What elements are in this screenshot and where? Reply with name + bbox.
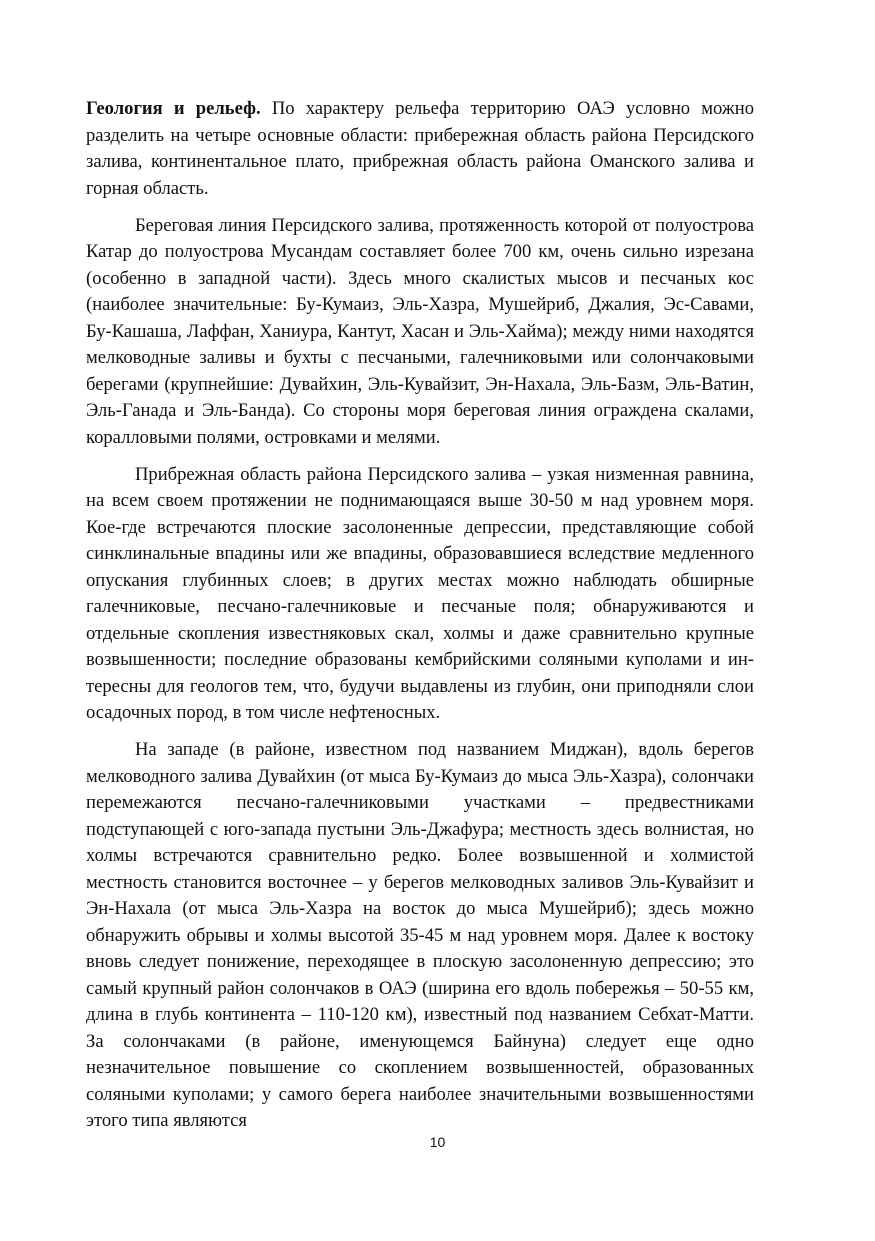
page-number: 10: [429, 1134, 446, 1150]
paragraph-geology-intro: [86, 96, 754, 202]
paragraph-coastline: Береговая линия Персидского залива, протяженность которой от полуострова Катар до полуострова Мусандам составляет более 700 км, очень сильно изрезана (особенно в западной части). Здесь много скалистых мысов и песчаных кос (наиболее значительные: Бу-Кумаиз, Эль-Хазра, Мушейриб, Джалия, Эс-Савами, Бу-Кашаша, Лаффан, Ханиура, Кантут, Хасан и Эль-Хайма); между ними находятся мелководные заливы и бухты с песчаными, галечниковыми или солончаковыми берегами (крупнейшие: Дувайхин, Эль-Кувайзит, Эн-Нахала, Эль-Базм, Эль-Ватин, Эль-Ганада и Эль-Банда). Со стороны моря береговая линия ограждена скалами, коралловыми полями, островками и мелями.: [86, 214, 754, 448]
paragraph-text: По характеру рельефа территорию ОАЭ условно можно разделить на четыре основные области: прибережная область района Персидского залива, континентальное плато, прибрежная область района Оманского залива и горная область.: [86, 98, 754, 199]
text-body: [86, 96, 754, 1135]
section-heading-inline: Геология и рельеф.: [86, 98, 261, 119]
paragraph-coastal-plain: Прибрежная область района Персидского залива – узкая низменная равнина, на всем своем протяжении не поднимающаяся выше 30-50 м над уровнем моря. Кое-где встречаются плоские засолоненные депрессии, представляющие собой синклинальные впадины или же впадины, образовавшиеся вследствие медленного опускания глубинных слоев; в других местах можно наблюдать обширные галечниковые, песчано-галечниковые и песчаные поля; обнаруживаются и отдельные скопления известняковых скал, холмы и даже сравнительно крупные возвышенности; последние образованы кембрийскими соляными куполами и интересны для геологов тем, что, будучи выдавлены из глубин, они приподняли слои осадочных пород, в том числе нефтеносных.: [86, 463, 754, 723]
paragraph-west-region: На западе (в районе, известном под названием Миджан), вдоль берегов мелководного залива Дувайхин (от мыса Бу-Кумаиз до мыса Эль-Хазра), солончаки перемежаются песчано-галечниковыми участками – предвестниками подступающей с юго-запада пустыни Эль-Джафура; местность здесь волнистая, но холмы встречаются сравнительно редко. Более возвышенной и холмистой местность становится восточнее – у берегов мелководных заливов Эль-Кувайзит и Эн-Нахала (от мыса Эль-Хазра на восток до мыса Мушейриб); здесь можно обнаружить обрывы и холмы высотой 35-45 м над уровнем моря. Далее к востоку вновь следует понижение, переходящее в плоскую засолоненную депрессию; это самый крупный район солончаков в ОАЭ (ширина его вдоль побережья – 50-55 км, длина в глубь континента – 110-120 км), известный под названием Себхат-Матти. За солончаками (в районе, именующемся Байнуна) следует еще одно незначительное повышение со скоплением возвышенностей, образованных соляными куполами; у самого берега наиболее значительными возвышенностями этого типа являются: [86, 739, 754, 1131]
